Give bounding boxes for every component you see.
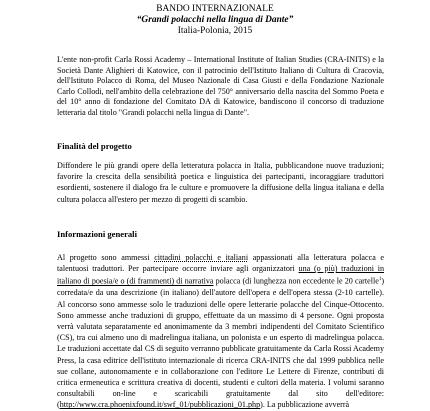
underlined-citizens: cittadini polacchi e italiani bbox=[154, 253, 249, 262]
text-run: ) corredata/e da una descrizione (in italiano) dell'autore dell'opera e dell'opera stessa (2-10 cartelle). Al concorso sono ammesse solo le traduzioni delle opere letterarie polacche del Cinque-Ottocento. Sono ammesse anche traduzioni di gruppo, effettuate da un massimo di 4 persone. Ogni proposta verrà valutata separatamente ed anonimamente da 3 membri indipendenti del Comitato Scientifico (CS), tra cui almeno uno di madrelingua italiana, un polonista e un esperto di madrelingua polacca. Le traduzioni accettate dal CS di seguito verranno pubblicate gratuitamente da Carla Rossi Academy Press, la casa editrice dell'istituto internazionale di ricerca CRA-INITS che dal 1999 pubblica nelle sue collane, autonomamente e in collaborazione con l'editore Le Lettere di Firenze, contributi di critica ermeneutica e scrittura creativa di docenti, studenti e cultori della materia. I volumi saranno consultabili on-line e scaricabili gratuitamente dal sito dell'editore: ( bbox=[57, 277, 385, 410]
section-text-informazioni bbox=[57, 252, 384, 411]
section-heading-informazioni: Informazioni generali bbox=[57, 229, 137, 239]
footnote-marker: 1 bbox=[378, 277, 382, 283]
text-run: polacca (di lunghezza non eccedente le 20 cartelle bbox=[213, 277, 379, 287]
document-subtitle: Italia-Polonia, 2015 bbox=[177, 26, 253, 36]
underlined-requirements: una (o più) traduzioni in italiano di poesia/e o (di frammenti) di narrativa bbox=[57, 264, 385, 287]
text-run: appassionati alla letteratura polacca e talentuosi traduttori. Per partecipare occorre inviare agli organizzatori bbox=[57, 253, 385, 274]
document-header bbox=[0, 4, 430, 37]
text-run: ). La pubblicazione avverrà bbox=[260, 400, 350, 410]
publisher-link[interactable]: http://www.cra.phoenixfound.it/swf_01/pubblicazioni_01.php bbox=[59, 400, 261, 410]
document-title: BANDO INTERNAZIONALE bbox=[156, 4, 274, 14]
intro-paragraph: L'ente non-profit Carla Rossi Academy – International Institute of Italian Studies (CRA-INITS) e la Società Dante Alighieri di Katowice, con il patrocinio dell'Istituto Italiano di Cultura di Cracovia, dell'Istituto Polacco di Roma, del Museo Nazionale di Casa Giusti e della Fondazione Nazionale Carlo Collodi, nell'ambito della celebrazione del 750° anniversario della nascita del Sommo Poeta e del 10° anno di fondazione del Comitato DA di Katowice, bandiscono il concorso di traduzione letteraria dal titolo "Grandi polacchi nella lingua di Dante". bbox=[57, 55, 384, 117]
section-heading-finalita: Finalità del progetto bbox=[57, 141, 132, 151]
text-run: Al progetto sono ammessi bbox=[57, 253, 155, 262]
section-text-finalita: Diffondere le più grandi opere della letteratura polacca in Italia, pubblicandone nuove traduzioni; favorire la crescita della sensibilità poetica e linguistica dei partecipanti, incoraggiare traduttori esordienti, sostenere il dialogo fra le culture e promuovere la diffusione della lingua italiana e della cultura polacca all'estero per mezzo di progetti di scambio. bbox=[57, 161, 384, 204]
competition-title: “Grandi polacchi nella lingua di Dante” bbox=[136, 15, 294, 25]
